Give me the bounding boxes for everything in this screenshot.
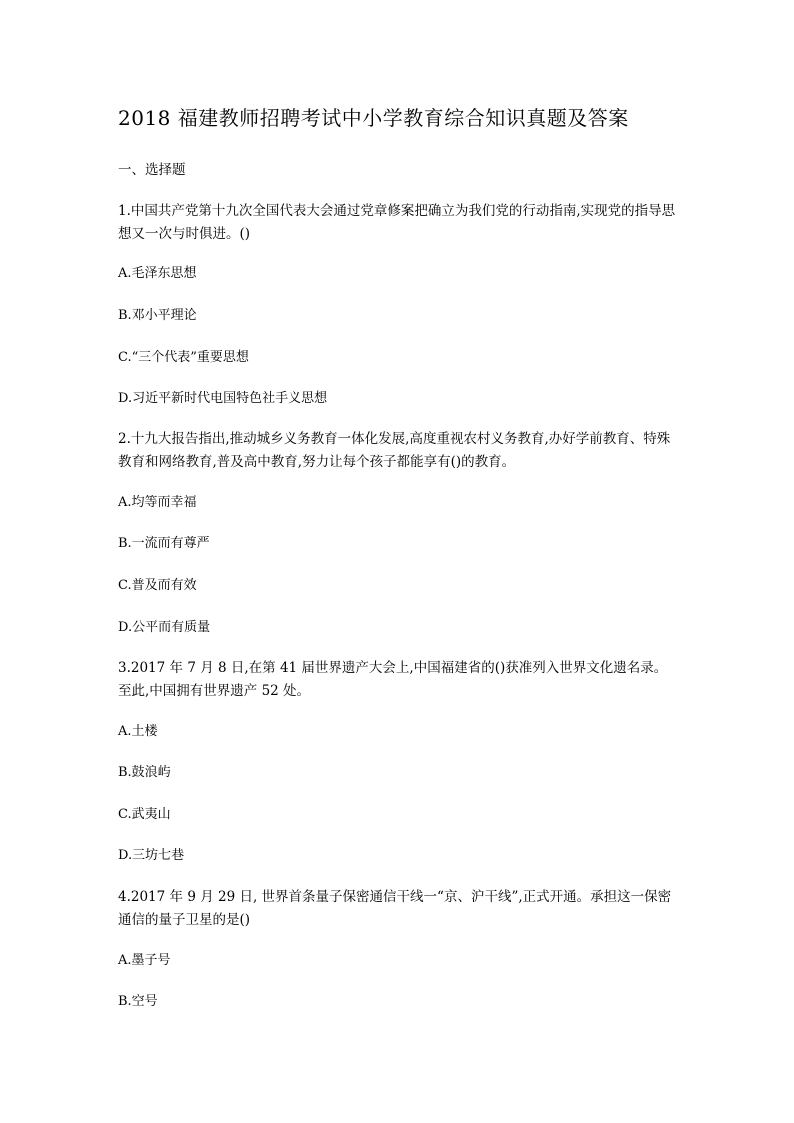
question-2-option-b: B.一流而有尊严	[118, 536, 210, 551]
question-1-stem: 1.中国共产党第十九次全国代表大会通过党章修案把确立为我们党的行动指南,实现党的指导思想又一次与时俱进。()	[118, 203, 676, 242]
question-3-option-b: B.鼓浪屿	[118, 765, 171, 780]
question-3-option-c: C.武夷山	[118, 807, 171, 822]
question-2-option-d: D.公平而有质量	[118, 620, 211, 635]
question-2-option-a: A.均等而幸福	[118, 495, 197, 510]
question-1-option-c: C.“三个代表”重要思想	[118, 350, 249, 365]
question-3-stem: 3.2017 年 7 月 8 日,在第 41 届世界遗产大会上,中国福建省的()获准列入世界文化遗名录。至此,中国拥有世界遗产 52 处。	[118, 660, 668, 699]
question-2-option-c: C.普及而有效	[118, 578, 197, 593]
question-4-option-b: B.空号	[118, 994, 158, 1009]
question-1-option-a: A.毛泽东思想	[118, 266, 197, 281]
question-3-option-a: A.土楼	[118, 724, 158, 739]
question-3-option-d: D.三坊七巷	[118, 848, 185, 863]
question-4-option-a: A.墨子号	[118, 953, 171, 968]
question-1-option-d: D.习近平新时代电国特色社手义思想	[118, 391, 328, 406]
question-4-stem: 4.2017 年 9 月 29 日, 世界首条量子保密通信干线一“京、沪干线”,正式开通。承担这一保密通信的量子卫星的是()	[118, 889, 672, 928]
question-2-stem: 2.十九大报告指出,推动城乡义务教育一体化发展,高度重视农村义务教育,办好学前教育、特殊教育和网络教育,普及高中教育,努力让每个孩子都能享有()的教育。	[118, 431, 671, 470]
question-1-option-b: B.邓小平理论	[118, 308, 197, 323]
section-heading: 一、选择题	[118, 162, 186, 178]
document-title: 2018 福建教师招聘考试中小学教育综合知识真题及答案	[118, 106, 629, 130]
